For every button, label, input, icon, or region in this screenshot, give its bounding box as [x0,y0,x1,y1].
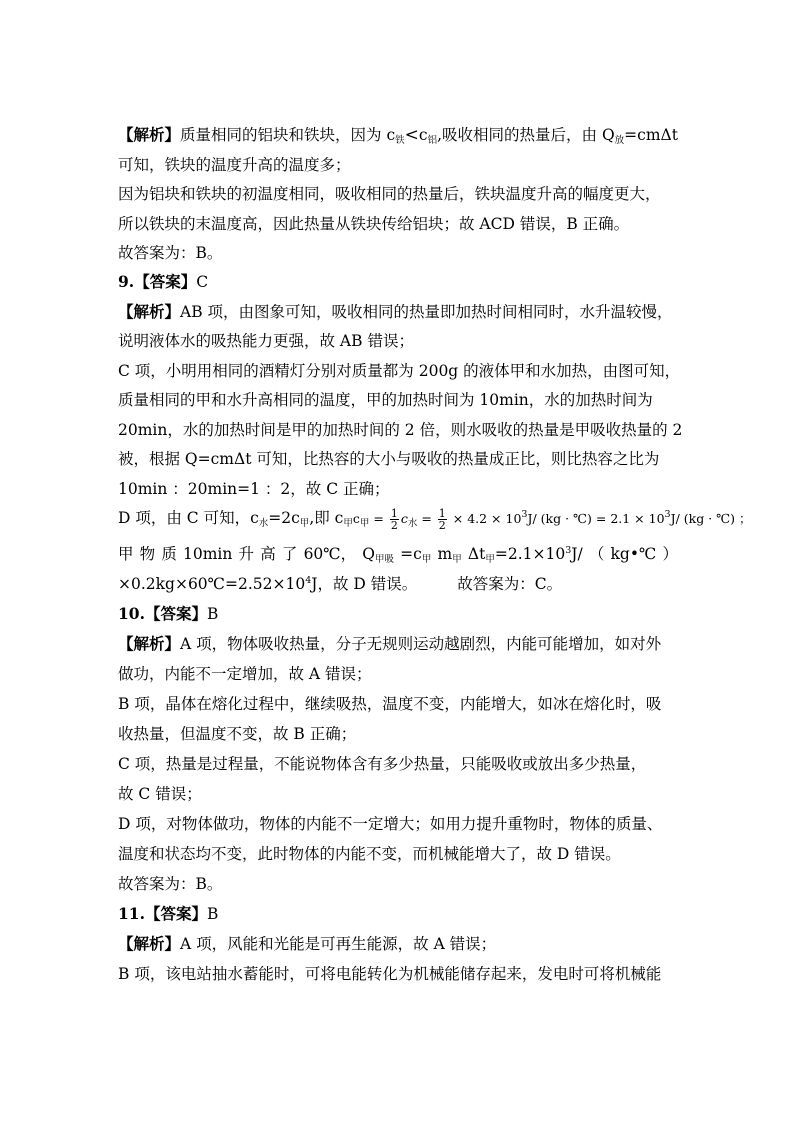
text-line: 说明液体水的吸热能力更强，故 AB 错误； [118,332,414,350]
text-line: 温度和状态均不变，此时物体的内能不变，而机械能增大了，故 D 错误。 [118,845,621,863]
text-line: 质量相同的甲和水升高相同的温度，甲的加热时间为 10min，水的加热时间为 [118,391,653,409]
text-line: D 项，对物体做功，物体的内能不一定增大；如用力提升重物时，物体的质量、 [118,815,663,833]
justified-line: 甲 物 质 10min 升 高 了 60℃， $Q_{甲吸}$ $=c_甲$ $m_甲$ $\Delta t_甲=2.1\times 10^3J/$ （ kg•℃ ） [118,545,678,565]
fraction: $\frac{1}{2}$ [438,507,446,532]
formula-line: D 项，由 C 可知，$c_水=2c_甲$,即 $c_甲c_甲$ = $\frac{1}{2}$ $c_水$ = $\frac{1}{2}$ × $4.2 \times 10^3J/$ (kg · ℃) = $2.1 \times 10^3J/$ (kg · ℃) ； [118,507,752,532]
text-line: 20min，水的加热时间是甲的加热时间的 2 倍，则水吸收的热量是甲吸收热量的 2 [118,421,683,439]
answer-heading-11: 11.【答案】B [118,904,219,923]
text-line: 可知，铁块的温度升高的温度多； [118,156,351,174]
answer-heading-9: 9.【答案】C [118,272,209,291]
text-line: 所以铁块的末温度高，因此热量从铁块传给铝块；故 ACD 错误，B 正确。 [118,215,630,233]
fraction: $\frac{1}{2}$ [390,507,398,532]
text-line: $\times 0.2kg\times 60℃=2.52\times 10^4J$，故 D 错误。 故答案为：C。 [118,575,563,593]
analysis-line: 【解析】A 项，风能和光能是可再生能源，故 A 错误； [118,934,497,953]
answer-heading-10: 10.【答案】B [118,604,219,623]
analysis-line-1: 【解析】质量相同的铝块和铁块，因为 $c_铁<c_铝$,吸收相同的热量后，由 $Q_放=cm\Delta t$ [118,125,678,146]
text-line: C 项，热量是过程量，不能说物体含有多少热量，只能吸收或放出多少热量， [118,755,647,773]
text-line: C 项，小明用相同的酒精灯分别对质量都为 200g 的液体甲和水加热，由图可知， [118,362,681,380]
text-line: 做功，内能不一定增加，故 A 错误； [118,665,372,683]
text-line: 故 C 错误； [118,785,202,803]
text-line: 故答案为：B。 [118,244,223,262]
text-line: 被，根据 Q=cmΔt 可知，比热容的大小与吸收的热量成正比，则比热容之比为 [118,450,660,468]
text-line: 收热量，但温度不变，故 B 正确； [118,725,357,743]
text-line: 因为铝块和铁块的初温度相同，吸收相同的热量后，铁块温度升高的幅度更大， [118,185,661,203]
text-line: B 项，晶体在熔化过程中，继续吸热，温度不变，内能增大，如冰在熔化时，吸 [118,695,662,713]
text-line: B 项，该电站抽水蓄能时，可将电能转化为机械能储存起来，发电时可将机械能 [118,965,662,983]
text-line: 10min ：20min=1 ：2，故 C 正确； [118,480,390,498]
analysis-line: 【解析】AB 项，由图象可知，吸收相同的热量即加热时间相同时，水升温较慢， [118,302,673,321]
analysis-tag: 【解析】 [118,125,181,144]
text-line: 故答案为：B。 [118,875,223,893]
analysis-line: 【解析】A 项，物体吸收热量，分子无规则运动越剧烈，内能可能增加，如对外 [118,634,662,653]
